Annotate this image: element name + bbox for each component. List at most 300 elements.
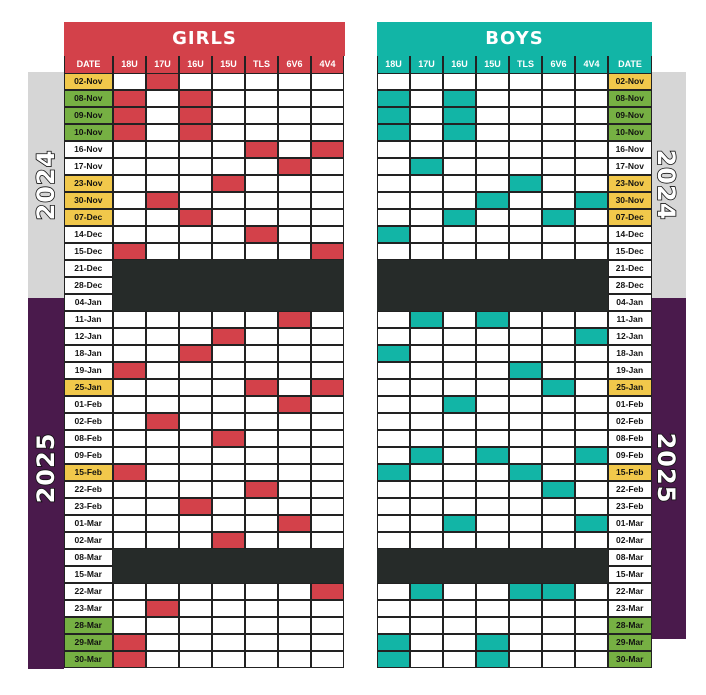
boys-slot <box>410 532 444 550</box>
boys-slot <box>575 532 609 550</box>
girls-slot <box>245 447 279 465</box>
boys-slot <box>377 515 411 533</box>
girls-slot <box>245 651 279 669</box>
girls-slot <box>212 379 246 397</box>
boys-slot <box>476 311 510 329</box>
boys-date-cell: 04-Jan <box>608 294 653 312</box>
boys-slot <box>542 498 576 516</box>
boys-slot <box>443 158 477 176</box>
boys-slot <box>509 617 543 635</box>
girls-slot <box>179 464 213 482</box>
boys-slot <box>410 243 444 261</box>
boys-date-cell: 02-Mar <box>608 532 653 550</box>
girls-slot <box>113 532 147 550</box>
girls-date-cell: 28-Mar <box>64 617 114 635</box>
boys-slot <box>476 90 510 108</box>
girls-slot <box>113 328 147 346</box>
girls-date-cell: 02-Mar <box>64 532 114 550</box>
boys-slot <box>377 243 411 261</box>
girls-slot <box>278 192 312 210</box>
boys-slot <box>575 379 609 397</box>
boys-col-header-date: DATE <box>608 56 652 73</box>
girls-slot <box>245 90 279 108</box>
boys-slot <box>410 515 444 533</box>
girls-date-cell: 17-Nov <box>64 158 114 176</box>
girls-slot <box>212 226 246 244</box>
girls-blackout-row <box>113 294 344 311</box>
boys-slot <box>476 447 510 465</box>
boys-date-cell: 28-Mar <box>608 617 653 635</box>
boys-slot <box>410 124 444 142</box>
girls-slot <box>179 532 213 550</box>
boys-date-cell: 23-Mar <box>608 600 653 618</box>
girls-slot <box>245 498 279 516</box>
boys-slot <box>443 498 477 516</box>
boys-slot <box>443 107 477 125</box>
girls-date-cell: 01-Feb <box>64 396 114 414</box>
boys-slot <box>377 651 411 669</box>
girls-col-header-4v4: 4V4 <box>311 56 344 73</box>
boys-slot <box>542 226 576 244</box>
boys-slot <box>575 243 609 261</box>
girls-slot <box>146 651 180 669</box>
girls-date-cell: 12-Jan <box>64 328 114 346</box>
boys-slot <box>476 600 510 618</box>
girls-slot <box>311 379 345 397</box>
boys-slot <box>509 243 543 261</box>
girls-slot <box>179 345 213 363</box>
girls-slot <box>179 617 213 635</box>
girls-slot <box>212 532 246 550</box>
girls-slot <box>278 345 312 363</box>
girls-slot <box>311 226 345 244</box>
boys-slot <box>410 498 444 516</box>
girls-slot <box>311 532 345 550</box>
boys-slot <box>476 192 510 210</box>
boys-slot <box>575 107 609 125</box>
girls-slot <box>278 532 312 550</box>
boys-slot <box>410 209 444 227</box>
boys-slot <box>443 362 477 380</box>
boys-slot <box>575 498 609 516</box>
girls-date-cell: 18-Jan <box>64 345 114 363</box>
boys-slot <box>443 447 477 465</box>
boys-slot <box>377 379 411 397</box>
girls-slot <box>245 379 279 397</box>
girls-slot <box>113 379 147 397</box>
boys-slot <box>509 481 543 499</box>
boys-slot <box>542 583 576 601</box>
boys-slot <box>575 192 609 210</box>
girls-slot <box>212 328 246 346</box>
girls-slot <box>245 345 279 363</box>
girls-slot <box>113 447 147 465</box>
girls-date-cell: 28-Dec <box>64 277 114 295</box>
girls-slot <box>113 311 147 329</box>
boys-slot <box>410 362 444 380</box>
girls-slot <box>245 158 279 176</box>
boys-slot <box>377 107 411 125</box>
girls-slot <box>113 617 147 635</box>
boys-date-cell: 02-Feb <box>608 413 653 431</box>
boys-slot <box>410 311 444 329</box>
boys-date-cell: 16-Nov <box>608 141 653 159</box>
girls-slot <box>179 634 213 652</box>
boys-slot <box>410 651 444 669</box>
girls-slot <box>146 430 180 448</box>
boys-col-header-16u: 16U <box>443 56 476 73</box>
girls-slot <box>311 107 345 125</box>
girls-slot <box>212 396 246 414</box>
girls-slot <box>146 107 180 125</box>
boys-slot <box>476 345 510 363</box>
girls-slot <box>212 634 246 652</box>
boys-slot <box>443 345 477 363</box>
girls-date-cell: 14-Dec <box>64 226 114 244</box>
girls-date-cell: 15-Feb <box>64 464 114 482</box>
boys-blackout-row <box>377 277 608 294</box>
boys-slot <box>443 600 477 618</box>
girls-slot <box>113 73 147 91</box>
boys-slot <box>476 73 510 91</box>
girls-col-header-18u: 18U <box>113 56 146 73</box>
boys-slot <box>476 141 510 159</box>
girls-slot <box>146 413 180 431</box>
girls-slot <box>278 651 312 669</box>
girls-slot <box>179 328 213 346</box>
boys-slot <box>377 345 411 363</box>
girls-slot <box>245 464 279 482</box>
boys-slot <box>443 141 477 159</box>
girls-slot <box>311 158 345 176</box>
boys-slot <box>542 362 576 380</box>
girls-col-header-17u: 17U <box>146 56 179 73</box>
girls-date-cell: 11-Jan <box>64 311 114 329</box>
girls-slot <box>146 396 180 414</box>
boys-slot <box>542 430 576 448</box>
boys-col-header-6v6: 6V6 <box>542 56 575 73</box>
girls-slot <box>278 73 312 91</box>
boys-slot <box>410 464 444 482</box>
boys-slot <box>542 532 576 550</box>
girls-slot <box>311 617 345 635</box>
boys-slot <box>542 192 576 210</box>
boys-slot <box>476 226 510 244</box>
boys-slot <box>476 583 510 601</box>
girls-date-cell: 15-Dec <box>64 243 114 261</box>
boys-date-cell: 21-Dec <box>608 260 653 278</box>
boys-slot <box>542 413 576 431</box>
boys-slot <box>509 498 543 516</box>
girls-slot <box>212 600 246 618</box>
boys-slot <box>377 634 411 652</box>
girls-slot <box>146 583 180 601</box>
girls-date-cell: 23-Mar <box>64 600 114 618</box>
girls-slot <box>278 430 312 448</box>
girls-slot <box>245 107 279 125</box>
boys-slot <box>542 73 576 91</box>
girls-slot <box>245 209 279 227</box>
boys-slot <box>542 634 576 652</box>
girls-date-cell: 30-Mar <box>64 651 114 669</box>
girls-blackout-row <box>113 549 344 566</box>
girls-slot <box>245 175 279 193</box>
girls-slot <box>212 498 246 516</box>
boys-date-cell: 11-Jan <box>608 311 653 329</box>
girls-slot <box>278 90 312 108</box>
girls-slot <box>278 583 312 601</box>
girls-date-cell: 10-Nov <box>64 124 114 142</box>
boys-slot <box>509 107 543 125</box>
girls-slot <box>146 481 180 499</box>
boys-date-cell: 30-Mar <box>608 651 653 669</box>
girls-slot <box>212 73 246 91</box>
girls-slot <box>245 583 279 601</box>
boys-slot <box>542 90 576 108</box>
boys-slot <box>542 141 576 159</box>
girls-slot <box>278 600 312 618</box>
boys-slot <box>476 175 510 193</box>
boys-date-cell: 10-Nov <box>608 124 653 142</box>
boys-slot <box>443 124 477 142</box>
girls-slot <box>278 124 312 142</box>
girls-slot <box>278 311 312 329</box>
boys-slot <box>509 345 543 363</box>
boys-slot <box>575 362 609 380</box>
girls-slot <box>311 345 345 363</box>
boys-slot <box>509 413 543 431</box>
boys-slot <box>476 413 510 431</box>
boys-date-cell: 15-Mar <box>608 566 653 584</box>
boys-slot <box>377 158 411 176</box>
girls-slot <box>311 600 345 618</box>
girls-slot <box>179 124 213 142</box>
center-separator-column <box>345 56 377 668</box>
girls-date-cell: 08-Nov <box>64 90 114 108</box>
boys-date-cell: 22-Feb <box>608 481 653 499</box>
boys-slot <box>509 515 543 533</box>
girls-blackout-row <box>113 566 344 583</box>
boys-slot <box>410 345 444 363</box>
girls-slot <box>113 192 147 210</box>
girls-date-cell: 07-Dec <box>64 209 114 227</box>
boys-slot <box>443 413 477 431</box>
boys-slot <box>377 600 411 618</box>
girls-blackout-row <box>113 277 344 294</box>
girls-slot <box>311 634 345 652</box>
boys-slot <box>575 583 609 601</box>
boys-slot <box>542 345 576 363</box>
girls-slot <box>278 141 312 159</box>
girls-slot <box>212 311 246 329</box>
girls-slot <box>179 90 213 108</box>
girls-slot <box>311 192 345 210</box>
girls-date-cell: 21-Dec <box>64 260 114 278</box>
girls-header: GIRLS <box>64 22 345 56</box>
boys-date-cell: 25-Jan <box>608 379 653 397</box>
boys-date-cell: 30-Nov <box>608 192 653 210</box>
boys-date-cell: 15-Dec <box>608 243 653 261</box>
girls-slot <box>212 651 246 669</box>
girls-blackout-row <box>113 260 344 277</box>
girls-date-cell: 02-Nov <box>64 73 114 91</box>
girls-slot <box>179 498 213 516</box>
boys-slot <box>410 141 444 159</box>
girls-slot <box>311 464 345 482</box>
girls-col-header-15u: 15U <box>212 56 245 73</box>
girls-slot <box>311 73 345 91</box>
girls-slot <box>245 311 279 329</box>
boys-slot <box>410 73 444 91</box>
girls-slot <box>311 447 345 465</box>
boys-date-cell: 09-Feb <box>608 447 653 465</box>
boys-slot <box>410 107 444 125</box>
girls-slot <box>212 464 246 482</box>
boys-slot <box>443 73 477 91</box>
girls-date-cell: 09-Feb <box>64 447 114 465</box>
boys-slot <box>377 447 411 465</box>
girls-slot <box>278 481 312 499</box>
boys-date-cell: 18-Jan <box>608 345 653 363</box>
girls-slot <box>146 345 180 363</box>
boys-slot <box>509 90 543 108</box>
boys-slot <box>575 328 609 346</box>
boys-slot <box>443 175 477 193</box>
boys-date-cell: 28-Dec <box>608 277 653 295</box>
girls-slot <box>311 362 345 380</box>
boys-slot <box>377 311 411 329</box>
girls-slot <box>278 634 312 652</box>
boys-slot <box>542 396 576 414</box>
girls-slot <box>179 158 213 176</box>
girls-slot <box>278 396 312 414</box>
girls-slot <box>113 498 147 516</box>
girls-slot <box>212 362 246 380</box>
boys-date-cell: 01-Feb <box>608 396 653 414</box>
boys-blackout-row <box>377 549 608 566</box>
boys-slot <box>443 515 477 533</box>
girls-date-cell: 15-Mar <box>64 566 114 584</box>
girls-slot <box>245 617 279 635</box>
boys-slot <box>542 158 576 176</box>
boys-slot <box>575 73 609 91</box>
boys-slot <box>377 73 411 91</box>
girls-slot <box>113 345 147 363</box>
girls-slot <box>179 583 213 601</box>
girls-slot <box>245 396 279 414</box>
boys-slot <box>542 600 576 618</box>
girls-slot <box>311 90 345 108</box>
girls-slot <box>179 209 213 227</box>
boys-slot <box>542 464 576 482</box>
boys-slot <box>476 532 510 550</box>
girls-slot <box>146 498 180 516</box>
girls-slot <box>113 158 147 176</box>
girls-slot <box>179 430 213 448</box>
girls-date-cell: 09-Nov <box>64 107 114 125</box>
girls-slot <box>146 617 180 635</box>
boys-slot <box>542 175 576 193</box>
girls-slot <box>179 515 213 533</box>
girls-slot <box>146 464 180 482</box>
girls-slot <box>179 107 213 125</box>
boys-slot <box>443 430 477 448</box>
girls-slot <box>146 600 180 618</box>
girls-slot <box>179 413 213 431</box>
girls-slot <box>311 583 345 601</box>
boys-slot <box>377 583 411 601</box>
boys-date-cell: 02-Nov <box>608 73 653 91</box>
boys-slot <box>575 396 609 414</box>
girls-slot <box>212 209 246 227</box>
girls-slot <box>113 464 147 482</box>
boys-slot <box>509 141 543 159</box>
girls-slot <box>113 651 147 669</box>
girls-slot <box>113 175 147 193</box>
boys-slot <box>410 396 444 414</box>
boys-slot <box>476 124 510 142</box>
girls-slot <box>212 243 246 261</box>
boys-slot <box>476 158 510 176</box>
boys-slot <box>542 481 576 499</box>
girls-col-header-date: DATE <box>64 56 113 73</box>
girls-slot <box>311 141 345 159</box>
boys-slot <box>509 209 543 227</box>
girls-slot <box>113 396 147 414</box>
boys-slot <box>509 600 543 618</box>
boys-slot <box>575 158 609 176</box>
girls-col-header-6v6: 6V6 <box>278 56 311 73</box>
boys-slot <box>476 209 510 227</box>
boys-slot <box>377 532 411 550</box>
boys-slot <box>509 175 543 193</box>
boys-col-header-18u: 18U <box>377 56 410 73</box>
girls-slot <box>146 175 180 193</box>
girls-slot <box>113 600 147 618</box>
girls-slot <box>179 396 213 414</box>
boys-slot <box>443 634 477 652</box>
girls-slot <box>278 379 312 397</box>
boys-slot <box>443 90 477 108</box>
girls-slot <box>278 447 312 465</box>
girls-slot <box>278 175 312 193</box>
boys-date-cell: 22-Mar <box>608 583 653 601</box>
boys-slot <box>575 515 609 533</box>
boys-slot <box>509 447 543 465</box>
boys-slot <box>377 498 411 516</box>
boys-slot <box>410 226 444 244</box>
boys-slot <box>575 617 609 635</box>
boys-slot <box>575 90 609 108</box>
girls-date-cell: 19-Jan <box>64 362 114 380</box>
boys-slot <box>476 481 510 499</box>
boys-slot <box>509 124 543 142</box>
girls-slot <box>212 583 246 601</box>
girls-slot <box>311 498 345 516</box>
girls-date-cell: 04-Jan <box>64 294 114 312</box>
boys-slot <box>410 617 444 635</box>
girls-date-cell: 08-Mar <box>64 549 114 567</box>
boys-slot <box>509 328 543 346</box>
girls-slot <box>212 141 246 159</box>
boys-slot <box>443 243 477 261</box>
girls-col-header-tls: TLS <box>245 56 278 73</box>
boys-col-header-4v4: 4V4 <box>575 56 608 73</box>
girls-slot <box>179 226 213 244</box>
boys-slot <box>509 379 543 397</box>
girls-slot <box>146 447 180 465</box>
boys-slot <box>443 328 477 346</box>
